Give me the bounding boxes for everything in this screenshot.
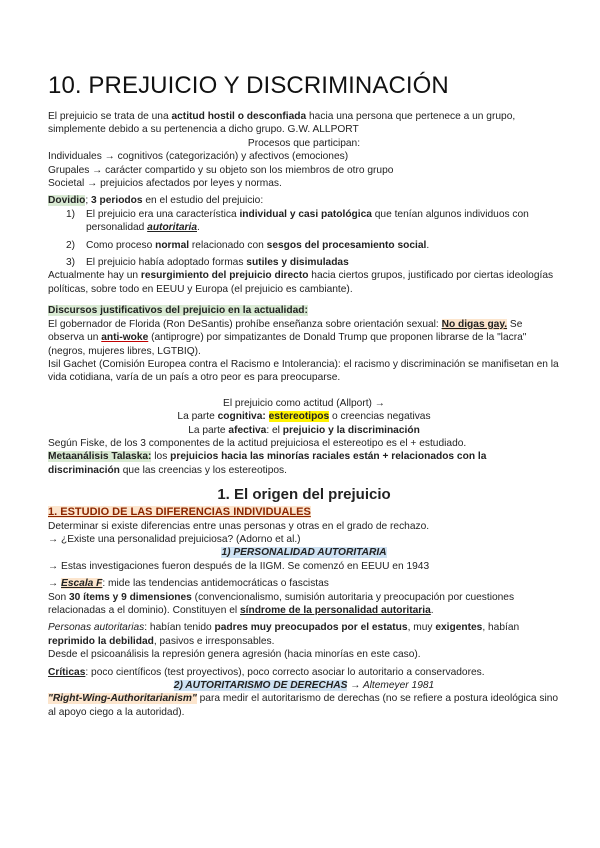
- bold-text: resurgimiento del prejuicio directo: [140, 270, 309, 282]
- cognitiva-line: [48, 410, 560, 423]
- underlined-text: anti-woke: [101, 332, 149, 344]
- text: Como proceso: [86, 239, 156, 251]
- text: relacionado con: [189, 239, 267, 251]
- text: que las creencias y los estereotipos.: [119, 464, 287, 476]
- bold-text: reprimido la debilidad: [48, 635, 154, 647]
- text: , habían: [482, 622, 520, 634]
- text: : habían tenido: [144, 622, 215, 634]
- text: que tenían algunos individuos con personalidad: [86, 208, 529, 234]
- text: (antiprogre) por simpatizantes de Donald Trump que proponen librarse de la "lacra" (negros, mujeres libres, LGTBIQ).: [48, 332, 527, 357]
- text: La parte: [188, 424, 229, 436]
- bold-text: sutiles y disimuladas: [246, 257, 349, 269]
- bold-text: prejuicio y la discriminación: [282, 424, 420, 436]
- actitud-line: El prejuicio como actitud (Allport) →: [223, 397, 385, 409]
- bold-text: 3 periodos: [91, 195, 143, 207]
- iigm-line: → Estas investigaciones fueron después de la IIGM. Se comenzó en EEUU en 1943: [48, 560, 430, 572]
- highlight-heading: 2) AUTORITARISMO DE DERECHAS: [173, 680, 348, 692]
- personalidad-heading: [48, 546, 560, 559]
- criticas-line: [48, 666, 560, 679]
- list-item: [66, 208, 560, 235]
- text: .: [430, 605, 434, 616]
- bold-text: individual y casi patológica: [239, 208, 372, 220]
- text: El prejuicio había adoptado formas: [86, 257, 247, 269]
- proceso-individual: Individuales → cognitivos (categorización) y afectivos (emociones): [48, 151, 349, 163]
- intro-paragraph: [48, 110, 560, 137]
- text: .: [426, 239, 430, 251]
- highlight-heading: 1) PERSONALIDAD AUTORITARIA: [221, 547, 387, 559]
- text: o creencias negativas: [329, 411, 431, 423]
- italic-text: Personas autoritarias: [48, 622, 145, 634]
- actualmente-paragraph: [48, 269, 560, 296]
- dovidio-name: Dovidio: [48, 195, 86, 207]
- highlight-text: Escala F: [61, 578, 103, 590]
- item-number: 3): [66, 257, 76, 269]
- gachet-paragraph: Isil Gachet (Comisión Europea contra el Racismo e Intolerancia): el racismo y discriminación se manifisetan en la vida cotidiana, varía de un país a otro peor es para preocuparse.: [48, 358, 559, 384]
- text: Se observa un: [48, 318, 523, 344]
- text: : el: [266, 424, 283, 436]
- bold-text: exigentes: [435, 622, 483, 634]
- text: los: [151, 451, 171, 463]
- bold-text: afectiva: [228, 424, 267, 436]
- highlight-text: No digas gay.: [441, 318, 508, 330]
- bold-text: cognitiva:: [217, 411, 266, 423]
- text: hacia una persona que pertenece a un grupo, simplemente debido a su pertenencia a dicho grupo. G.W. ALLPORT: [48, 111, 516, 136]
- text: para medir el autoritarismo de derechas (no se refiere a postura ideológica sino al apoyo ciego a la autoridad).: [48, 693, 559, 718]
- emphasis: autoritaria: [147, 222, 197, 234]
- subsection-title: [48, 506, 560, 519]
- list-item: [66, 239, 560, 252]
- proceso-societal: Societal → prejuicios afectados por leyes y normas.: [48, 178, 282, 190]
- items-paragraph: [48, 591, 560, 618]
- desantis-paragraph: [48, 318, 560, 358]
- rwa-paragraph: [48, 692, 560, 719]
- text: .: [197, 222, 200, 234]
- bold-text: sesgos del procesamiento social: [266, 239, 427, 251]
- bold-text: 30 ítems y 9 dimensiones: [68, 591, 192, 603]
- text: ;: [85, 195, 92, 207]
- escala-line: [48, 577, 560, 590]
- adorno-line: → ¿Existe una personalidad prejuiciosa? (Adorno et al.): [48, 533, 301, 545]
- text: : mide las tendencias antidemocráticas o fascistas: [102, 578, 329, 590]
- periods-list: [48, 208, 560, 270]
- determinar-paragraph: Determinar si existe diferencias entre unas personas y otras en el grado de rechazo.: [48, 520, 430, 532]
- procesos-heading: Procesos que participan:: [247, 137, 361, 149]
- text: : poco científicos (test proyectivos), poco correcto asociar lo autoritario a conservadores.: [85, 666, 485, 678]
- proceso-grupal: Grupales → carácter compartido y su objeto son los miembros de otro grupo: [48, 164, 394, 176]
- text: Actualmente hay un: [48, 270, 141, 282]
- bold-text: padres muy preocupados por el estatus: [214, 622, 408, 634]
- text: (convencionalismo, sumisión autoritaria y preocupación por cuestiones relacionadas a el dominio). Constituyen el: [48, 591, 515, 616]
- text: hacia ciertos grupos, justificado por ciertas ideologías políticas, sobre todo en EEUU y Europa (el prejuicio es cambiante).: [48, 270, 554, 295]
- fiske-paragraph: Según Fiske, de los 3 componentes de la actitud prejuiciosa el estereotipo es el + estudiado.: [48, 437, 467, 449]
- discursos-heading: [48, 304, 560, 317]
- text: El prejuicio era una característica: [86, 208, 240, 220]
- bold-text: actitud hostil o desconfiada: [171, 111, 307, 122]
- psicoanalisis-line: Desde el psicoanálisis la represión genera agresión (hacia minorías en este caso).: [48, 649, 421, 661]
- dovidio-lead: [48, 194, 560, 207]
- page-title: 10. PREJUICIO Y DISCRIMINACIÓN: [48, 72, 449, 99]
- text: , pasivos e irresponsables.: [153, 635, 275, 647]
- highlight-text: estereotipos: [268, 411, 330, 423]
- section-title: 1. El origen del prejuicio: [217, 486, 391, 504]
- afectiva-line: [48, 424, 560, 437]
- bold-text: normal: [155, 239, 190, 251]
- text: La parte: [177, 411, 218, 423]
- talaska-paragraph: [48, 450, 560, 477]
- text: →: [48, 578, 62, 590]
- italic-text: → Altemeyer 1981: [347, 680, 435, 692]
- underlined-text: Críticas: [48, 666, 86, 678]
- item-number: 2): [66, 239, 76, 251]
- highlight-text: 1. ESTUDIO DE LAS DIFERENCIAS INDIVIDUALES: [48, 506, 311, 519]
- list-item: [66, 256, 560, 269]
- highlight-heading: Discursos justificativos del prejuicio en la actualidad:: [48, 305, 308, 317]
- highlight-text: "Right-Wing-Authoritarianism": [48, 693, 197, 705]
- text: El gobernador de Florida (Ron DeSantis) prohíbe enseñanza sobre orientación sexual:: [48, 318, 442, 330]
- text: , muy: [407, 622, 436, 634]
- text: El prejuicio se trata de una: [48, 111, 172, 122]
- autoritarismo-heading: [48, 679, 560, 692]
- text: en el estudio del prejuicio:: [142, 195, 264, 207]
- bold-text: prejuicios hacia las minorías raciales están + relacionados con la discriminación: [48, 451, 487, 476]
- text: Son: [48, 591, 69, 603]
- personas-paragraph: [48, 621, 560, 648]
- highlight-text: Metaanálisis Talaska:: [48, 451, 152, 463]
- underlined-text: síndrome de la personalidad autoritaria: [239, 605, 431, 616]
- item-number: 1): [66, 208, 76, 220]
